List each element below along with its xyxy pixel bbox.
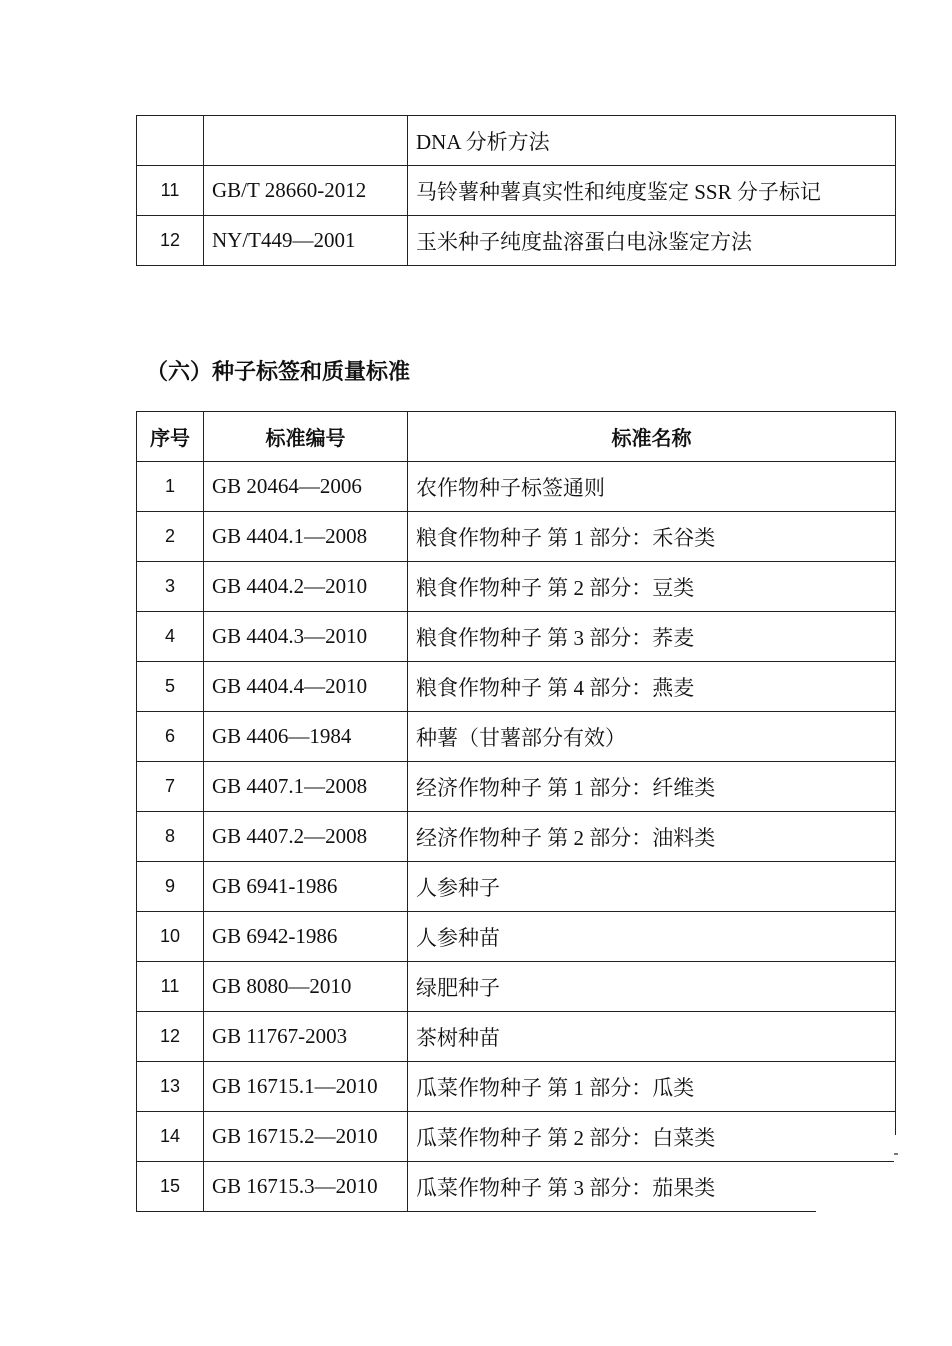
standard-name: 玉米种子纯度盐溶蛋白电泳鉴定方法 (408, 216, 896, 266)
standard-code (204, 116, 408, 166)
standard-code: GB 4404.1—2008 (204, 512, 408, 562)
standard-name: 粮食作物种子 第 1 部分：禾谷类 (408, 512, 896, 562)
table-row (137, 1162, 896, 1212)
table-row (137, 1062, 896, 1112)
table-row (137, 862, 896, 912)
row-number: 5 (137, 662, 204, 712)
standard-name: 种薯（甘薯部分有效） (408, 712, 896, 762)
standard-code: GB 6942-1986 (204, 912, 408, 962)
page-edge-cutoff (894, 1135, 898, 1175)
row-number: 14 (137, 1112, 204, 1162)
standard-code: GB 4407.2—2008 (204, 812, 408, 862)
table-row (137, 712, 896, 762)
table-row (137, 912, 896, 962)
row-number: 12 (137, 1012, 204, 1062)
table-row (137, 462, 896, 512)
row-number: 13 (137, 1062, 204, 1112)
standard-name: 农作物种子标签通则 (408, 462, 896, 512)
table-body (137, 462, 896, 1212)
row-number: 11 (137, 962, 204, 1012)
row-number (137, 116, 204, 166)
page-edge-cutoff (816, 1173, 916, 1233)
table-row (137, 662, 896, 712)
row-number: 9 (137, 862, 204, 912)
row-number: 12 (137, 216, 204, 266)
standard-name: 马铃薯种薯真实性和纯度鉴定 SSR 分子标记 (408, 166, 896, 216)
standard-name: 粮食作物种子 第 3 部分：荞麦 (408, 612, 896, 662)
standard-name: 瓜菜作物种子 第 1 部分：瓜类 (408, 1062, 896, 1112)
standard-name: 茶树种苗 (408, 1012, 896, 1062)
standard-name: 粮食作物种子 第 2 部分：豆类 (408, 562, 896, 612)
standard-code: GB 8080—2010 (204, 962, 408, 1012)
seed-label-quality-standards-table (136, 411, 896, 1212)
standard-name: 瓜菜作物种子 第 2 部分：白菜类 (408, 1112, 896, 1162)
row-number: 3 (137, 562, 204, 612)
standard-code: GB 16715.1—2010 (204, 1062, 408, 1112)
row-number: 11 (137, 166, 204, 216)
table-row (137, 612, 896, 662)
table-row (137, 762, 896, 812)
row-number: 1 (137, 462, 204, 512)
header-number: 序号 (137, 412, 204, 462)
standard-code: GB 4404.3—2010 (204, 612, 408, 662)
standard-code: GB 4406—1984 (204, 712, 408, 762)
table-row (137, 116, 896, 166)
row-number: 10 (137, 912, 204, 962)
standard-name: 经济作物种子 第 2 部分：油料类 (408, 812, 896, 862)
table-row (137, 512, 896, 562)
standard-name: 人参种子 (408, 862, 896, 912)
row-number: 7 (137, 762, 204, 812)
row-number: 2 (137, 512, 204, 562)
standard-name: 瓜菜作物种子 第 3 部分：茄果类 (408, 1162, 896, 1212)
table-row (137, 812, 896, 862)
standard-code: GB 4407.1—2008 (204, 762, 408, 812)
standard-code: GB 4404.4—2010 (204, 662, 408, 712)
table-row (137, 962, 896, 1012)
standard-code: GB 16715.3—2010 (204, 1162, 408, 1212)
row-number: 6 (137, 712, 204, 762)
row-number: 8 (137, 812, 204, 862)
standard-name: 经济作物种子 第 1 部分：纤维类 (408, 762, 896, 812)
table-row (137, 1112, 896, 1162)
table-row (137, 216, 896, 266)
standard-code: GB 4404.2—2010 (204, 562, 408, 612)
standard-code: GB 6941-1986 (204, 862, 408, 912)
table-header-row (137, 412, 896, 462)
standard-name: DNA 分析方法 (408, 116, 896, 166)
standard-code: GB 16715.2—2010 (204, 1112, 408, 1162)
table-row (137, 1012, 896, 1062)
standard-code: NY/T449—2001 (204, 216, 408, 266)
row-number: 4 (137, 612, 204, 662)
standard-code: GB/T 28660-2012 (204, 166, 408, 216)
section-heading: （六）种子标签和质量标准 (146, 359, 411, 384)
standard-name: 粮食作物种子 第 4 部分：燕麦 (408, 662, 896, 712)
table-row (137, 166, 896, 216)
continued-standards-table (136, 115, 896, 266)
header-code: 标准编号 (204, 412, 408, 462)
standard-name: 绿肥种子 (408, 962, 896, 1012)
standard-name: 人参种苗 (408, 912, 896, 962)
border-fragment (894, 1153, 898, 1155)
table-row (137, 562, 896, 612)
row-number: 15 (137, 1162, 204, 1212)
standard-code: GB 11767-2003 (204, 1012, 408, 1062)
standard-code: GB 20464—2006 (204, 462, 408, 512)
header-name: 标准名称 (408, 412, 896, 462)
